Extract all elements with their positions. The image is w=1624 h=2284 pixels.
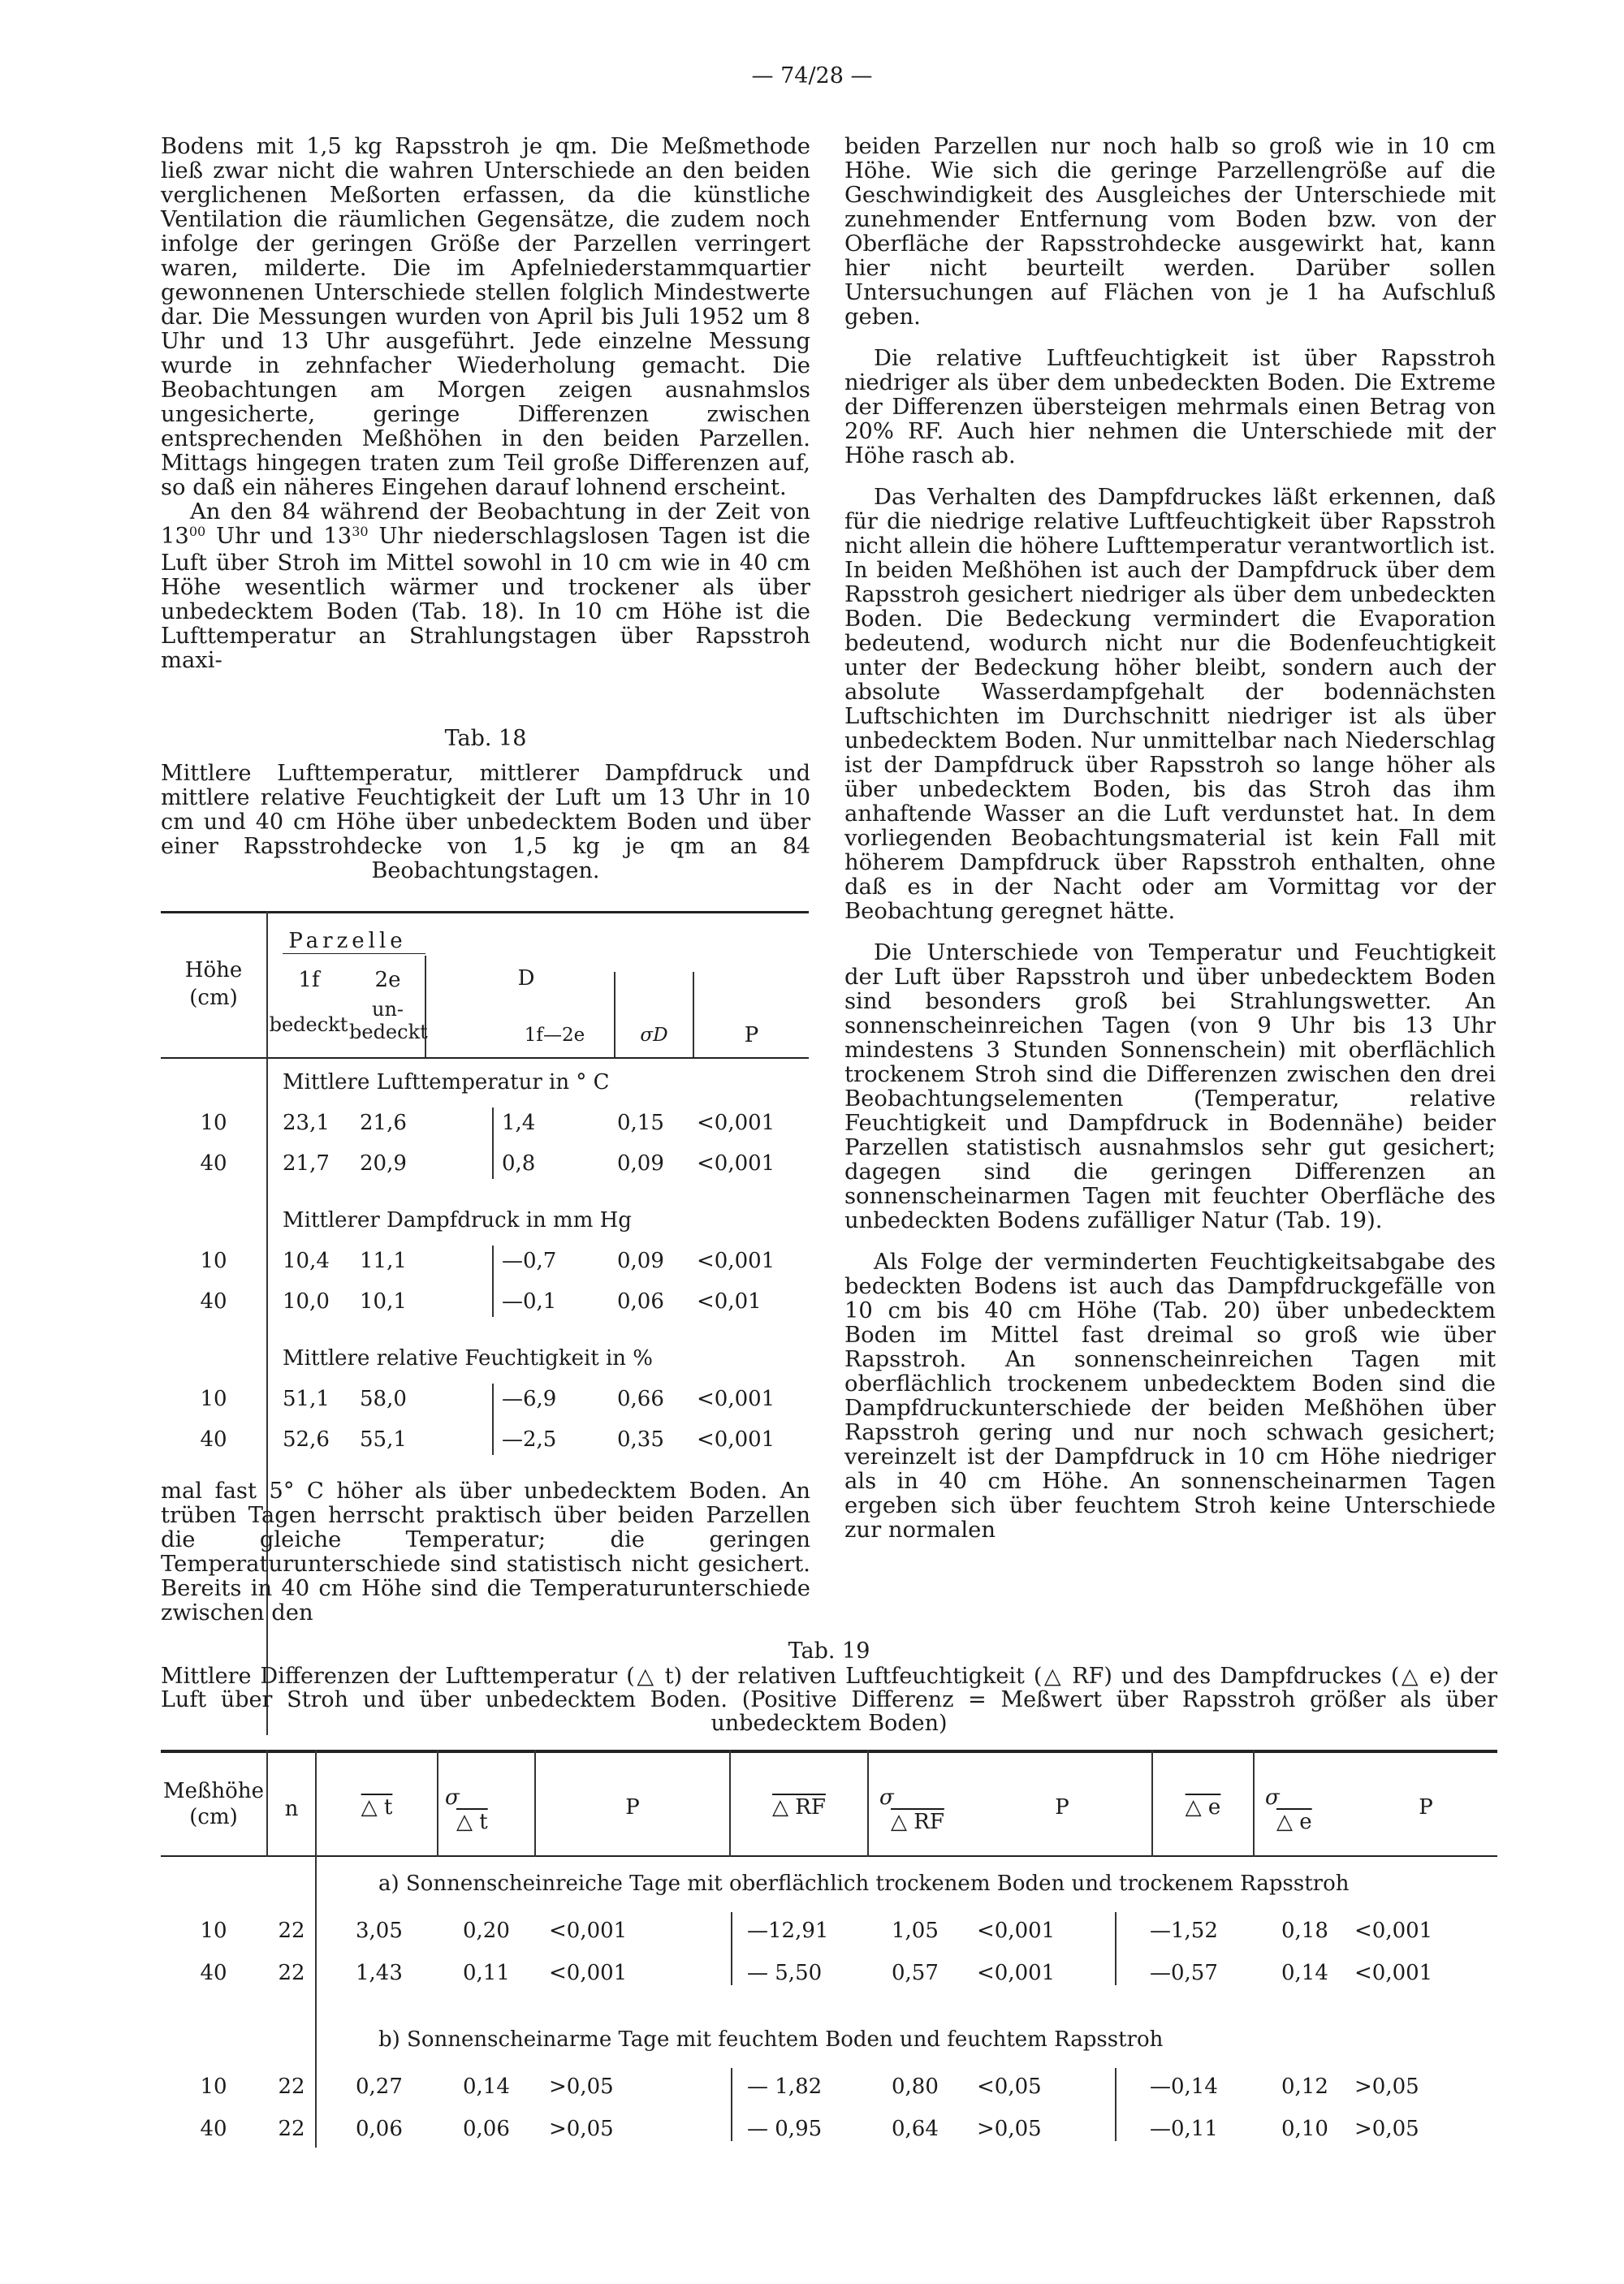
cell-n: 22 [278, 1961, 305, 1985]
cell-p3: >0,05 [1354, 2117, 1419, 2141]
header-P1: P [625, 1795, 640, 1820]
cell-p2: <0,05 [977, 2075, 1042, 2099]
cell-sdt: 0,20 [463, 1919, 510, 1943]
cell-de: —1,52 [1150, 1919, 1218, 1943]
paragraph: beiden Parzellen nur noch halb so groß wie in 10 cm Höhe. Wie sich die geringe Parzellengröße auf die Geschwindigkeit des Ausgleiches der Unterschiede mit zunehmender Entfernung vom Boden bzw. von der Oberfläche der Rapsstrohdecke ausgewirkt hat, kann hier nicht beurteilt werden. Darüber sollen Untersuchungen auf Flächen von je 1 ha Aufschluß geben. [844, 134, 1496, 330]
cell-sigma: 0,09 [617, 1249, 664, 1273]
cell-sigma: 0,35 [617, 1427, 664, 1452]
group-title: Mittlerer Dampfdruck in mm Hg [283, 1208, 632, 1233]
header-delta-rf: △ RF [772, 1795, 826, 1820]
header-sigma-delta-e: σ △ e [1265, 1785, 1312, 1834]
cell-d: —0,1 [502, 1289, 557, 1314]
header-hoehe: Höhe [184, 958, 243, 982]
cell-p1: <0,001 [549, 1919, 628, 1943]
cell-hoehe: 10 [200, 1919, 227, 1943]
group-title: Mittlere Lufttemperatur in ° C [283, 1070, 610, 1095]
cell-hoehe: 10 [200, 1387, 227, 1411]
cell-sigma: 0,06 [617, 1289, 664, 1314]
header-cm: (cm) [189, 1805, 238, 1829]
header-bedeckt: bedeckt [269, 1013, 348, 1036]
left-column-top [161, 135, 810, 673]
tab19-label: Tab. 19 [788, 1639, 870, 1664]
header-parzelle: Parzelle [288, 929, 407, 953]
paragraph: An den 84 während der Beobachtung in der Zeit von $13^{00}$ Uhr und $13^{30}$ Uhr niederschlagslosen Tagen ist die Luft über Stroh im Mittel sowohl in 10 cm wie in 40 cm Höhe wesentlich wärmer und trockener als über unbedecktem Boden (Tab. 18). In 10 cm Höhe ist die Lufttemperatur an Strahlungstagen über Rapsstroh maxi- [161, 499, 811, 673]
cell-drf: — 5,50 [747, 1961, 823, 1985]
cell-hoehe: 40 [200, 2117, 227, 2141]
header-diff: 1f—2e [524, 1025, 585, 1046]
paragraph: Die Unterschiede von Temperatur und Feuchtigkeit der Luft über Rapsstroh und über unbedecktem Boden sind besonders groß bei Strahlungswetter. An sonnenscheinreichen Tagen (von 9 Uhr bis 13 Uhr mindestens 3 Stunden Sonnenschein) mit oberflächlich trockenem Stroh sind die Differenzen zwischen den drei Beobachtungselementen (Temperatur, relative Feuchtigkeit und Dampfdruck in Bodennähe) beider Parzellen statistisch ausnahmslos sehr gut gesichert; dagegen sind die geringen Differenzen an sonnenscheinarmen Tagen mit feuchter Oberfläche des unbedeckten Bodens zufälliger Natur (Tab. 19). [844, 940, 1496, 1233]
tab19-caption: Mittlere Differenzen der Lufttemperatur (△ t) der relativen Luftfeuchtigkeit (△ RF) und des Dampfdruckes (△ e) der Luft über Stroh und über unbedecktem Boden. (Positive Differenz = Meßwert über Rapsstroh größer als über unbedecktem Boden) [161, 1664, 1497, 1736]
cell-p: <0,001 [697, 1151, 775, 1176]
cell-d: 1,4 [502, 1111, 536, 1135]
cell-p: <0,001 [697, 1387, 775, 1411]
header-unbedeckt-2: bedeckt [349, 1021, 428, 1043]
cell-n: 22 [278, 2075, 305, 2099]
group-title: a) Sonnenscheinreiche Tage mit oberflächlich trockenem Boden und trockenem Rapsstroh [378, 1872, 1350, 1896]
cell-drf: —12,91 [747, 1919, 829, 1943]
cell-hoehe: 40 [200, 1151, 227, 1176]
cell-p: <0,001 [697, 1249, 775, 1273]
header-cm: (cm) [189, 986, 238, 1010]
tab18-label: Tab. 18 [444, 726, 527, 751]
divider [492, 1384, 494, 1455]
header-P3: P [1419, 1795, 1433, 1820]
cell-drf: — 1,82 [747, 2075, 823, 2099]
cell-1f: 23,1 [283, 1111, 330, 1135]
paragraph: Das Verhalten des Dampfdruckes läßt erkennen, daß für die niedrige relative Luftfeuchtigkeit über Rapsstroh nicht allein die höhere Lufttemperatur verantwortlich ist. In beiden Meßhöhen ist auch der Dampfdruck über dem Rapsstroh gesichert niedriger als über dem unbedeckten Boden. Die Bedeckung vermindert die Evaporation bedeutend, wodurch nicht nur die Bodenfeuchtigkeit unter der Bedeckung höher bleibt, sondern auch der absolute Wasserdampfgehalt der bodennächsten Luftschichten im Durchschnitt niedriger ist als über unbedecktem Boden. Nur unmittelbar nach Niederschlag ist der Dampfdruck über Rapsstroh so lange höher als über unbedecktem Boden, bis das Stroh das ihm anhaftende Wasser an die Luft verdunstet hat. In dem vorliegenden Beobachtungsmaterial ist kein Fall mit höherem Dampfdruck über Rapsstroh enthalten, ohne daß es in der Nacht oder am Vormittag vor der Beobachtung geregnet hätte. [844, 485, 1496, 924]
cell-p3: <0,001 [1354, 1961, 1433, 1985]
cell-hoehe: 40 [200, 1427, 227, 1452]
cell-p3: >0,05 [1354, 2075, 1419, 2099]
cell-1f: 10,4 [283, 1249, 330, 1273]
cell-de: —0,14 [1150, 2075, 1218, 2099]
cell-2e: 21,6 [360, 1111, 407, 1135]
cell-2e: 10,1 [360, 1289, 407, 1314]
header-D: D [517, 966, 535, 991]
cell-dt: 0,06 [356, 2117, 403, 2141]
cell-2e: 58,0 [360, 1387, 407, 1411]
cell-sigma: 0,09 [617, 1151, 664, 1176]
header-P: P [744, 1023, 759, 1047]
paragraph: Bodens mit 1,5 kg Rapsstroh je qm. Die Meßmethode ließ zwar nicht die wahren Unterschiede an den beiden verglichenen Meßorten erfassen, da die künstliche Ventilation die räumlichen Gegensätze, die zudem noch infolge der geringen Größe der Parzellen verringert waren, milderte. Die im Apfelniederstammquartier gewonnenen Unterschiede stellen folglich Mindestwerte dar. Die Messungen wurden von April bis Juli 1952 um 8 Uhr und 13 Uhr ausgeführt. Jede einzelne Messung wurde in zehnfacher Wiederholung gemacht. Die Beobachtungen am Morgen zeigen ausnahmslos ungesicherte, geringe Differenzen zwischen entsprechenden Meßhöhen in den beiden Parzellen. Mittags hingegen traten zum Teil große Differenzen auf, so daß ein näheres Eingehen darauf lohnend erscheint. [161, 134, 810, 500]
header-delta-e: △ e [1185, 1795, 1221, 1820]
cell-p1: <0,001 [549, 1961, 628, 1985]
header-P2: P [1055, 1795, 1069, 1820]
cell-d: 0,8 [502, 1151, 536, 1176]
cell-sigma: 0,66 [617, 1387, 664, 1411]
cell-hoehe: 40 [200, 1289, 227, 1314]
cell-hoehe: 10 [200, 1249, 227, 1273]
left-column-bottom [161, 1479, 810, 1626]
cell-d: —6,9 [502, 1387, 557, 1411]
cell-p3: <0,001 [1354, 1919, 1433, 1943]
header-1f: 1f [298, 968, 320, 992]
group-title: b) Sonnenscheinarme Tage mit feuchtem Boden und feuchtem Rapsstroh [378, 2027, 1164, 2052]
cell-sde: 0,12 [1281, 2075, 1328, 2099]
paragraph: Als Folge der verminderten Feuchtigkeitsabgabe des bedeckten Bodens ist auch das Dampfdruckgefälle von 10 cm bis 40 cm Höhe (Tab. 20) über unbedecktem Boden im Mittel fast dreimal so groß wie über Rapsstroh. An sonnenscheinreichen Tagen mit oberflächlich trockenem unbedecktem Boden sind die Dampfdruckunterschiede der beiden Meßhöhen über Rapsstroh gering und nur noch schwach gesichert; vereinzelt ist der Dampfdruck in 10 cm Höhe niedriger als in 40 cm Höhe. An sonnenscheinarmen Tagen ergeben sich über feuchtem Stroh keine Unterschiede zur normalen [844, 1250, 1496, 1543]
paragraph: Die relative Luftfeuchtigkeit ist über Rapsstroh niedriger als über dem unbedeckten Boden. Die Extreme der Differenzen übersteigen mehrmals einen Betrag von 20% RF. Auch hier nehmen die Unterschiede mit der Höhe rasch ab. [844, 346, 1496, 468]
divider [731, 1912, 732, 1985]
cell-sde: 0,14 [1281, 1961, 1328, 1985]
cell-sdrf: 0,80 [892, 2075, 939, 2099]
cell-hoehe: 10 [200, 1111, 227, 1135]
divider [492, 1246, 494, 1317]
cell-sdt: 0,06 [463, 2117, 510, 2141]
cell-1f: 10,0 [283, 1289, 330, 1314]
cell-d: —0,7 [502, 1249, 557, 1273]
group-title: Mittlere relative Feuchtigkeit in % [283, 1346, 654, 1371]
cell-sde: 0,18 [1281, 1919, 1328, 1943]
cell-sigma: 0,15 [617, 1111, 664, 1135]
cell-dt: 3,05 [356, 1919, 403, 1943]
cell-sdrf: 1,05 [892, 1919, 939, 1943]
cell-2e: 55,1 [360, 1427, 407, 1452]
cell-de: —0,57 [1150, 1961, 1218, 1985]
cell-2e: 20,9 [360, 1151, 407, 1176]
divider [731, 2068, 732, 2141]
cell-hoehe: 10 [200, 2075, 227, 2099]
cell-d: —2,5 [502, 1427, 557, 1452]
cell-p: <0,001 [697, 1427, 775, 1452]
header-delta-t: △ t [361, 1795, 393, 1820]
cell-p1: >0,05 [549, 2075, 614, 2099]
paragraph: mal fast 5° C höher als über unbedecktem Boden. An trüben Tagen herrscht praktisch über beiden Parzellen die gleiche Temperatur; die geringen Temperaturunterschiede sind statistisch nicht gesichert. Bereits in 40 cm Höhe sind die Temperaturunterschiede zwischen den [161, 1479, 810, 1626]
cell-dt: 1,43 [356, 1961, 403, 1985]
cell-n: 22 [278, 1919, 305, 1943]
cell-sdt: 0,11 [463, 1961, 510, 1985]
cell-p2: <0,001 [977, 1961, 1056, 1985]
cell-dt: 0,27 [356, 2075, 403, 2099]
cell-1f: 52,6 [283, 1427, 330, 1452]
cell-drf: — 0,95 [747, 2117, 823, 2141]
header-sigma-delta-t: σ △ t [445, 1785, 488, 1834]
cell-sdrf: 0,64 [892, 2117, 939, 2141]
tab18-caption: Mittlere Lufttemperatur, mittlerer Dampfdruck und mittlere relative Feuchtigkeit der Luft um 13 Uhr in 10 cm und 40 cm Höhe über unbedecktem Boden und über einer Rapsstrohdecke von 1,5 kg je qm an 84 Beobachtungstagen. [161, 761, 810, 883]
cell-p: <0,001 [697, 1111, 775, 1135]
header-2e: 2e [374, 968, 401, 992]
header-sigma: σD [640, 1025, 668, 1046]
cell-n: 22 [278, 2117, 305, 2141]
cell-1f: 21,7 [283, 1151, 330, 1176]
cell-p: <0,01 [697, 1289, 762, 1314]
right-column [844, 135, 1496, 1543]
cell-sdt: 0,14 [463, 2075, 510, 2099]
cell-p2: <0,001 [977, 1919, 1056, 1943]
page-number: — 74/28 — [751, 63, 873, 89]
cell-sdrf: 0,57 [892, 1961, 939, 1985]
divider [492, 1107, 494, 1179]
cell-p2: >0,05 [977, 2117, 1042, 2141]
header-n: n [284, 1797, 299, 1821]
header-sigma-delta-rf: σ △ RF [879, 1785, 944, 1834]
header-messhoehe: Meßhöhe [163, 1779, 264, 1803]
cell-sde: 0,10 [1281, 2117, 1328, 2141]
header-unbedeckt-1: un- [371, 998, 404, 1021]
cell-2e: 11,1 [360, 1249, 407, 1273]
cell-hoehe: 40 [200, 1961, 227, 1985]
cell-p1: >0,05 [549, 2117, 614, 2141]
cell-1f: 51,1 [283, 1387, 330, 1411]
cell-de: —0,11 [1150, 2117, 1218, 2141]
